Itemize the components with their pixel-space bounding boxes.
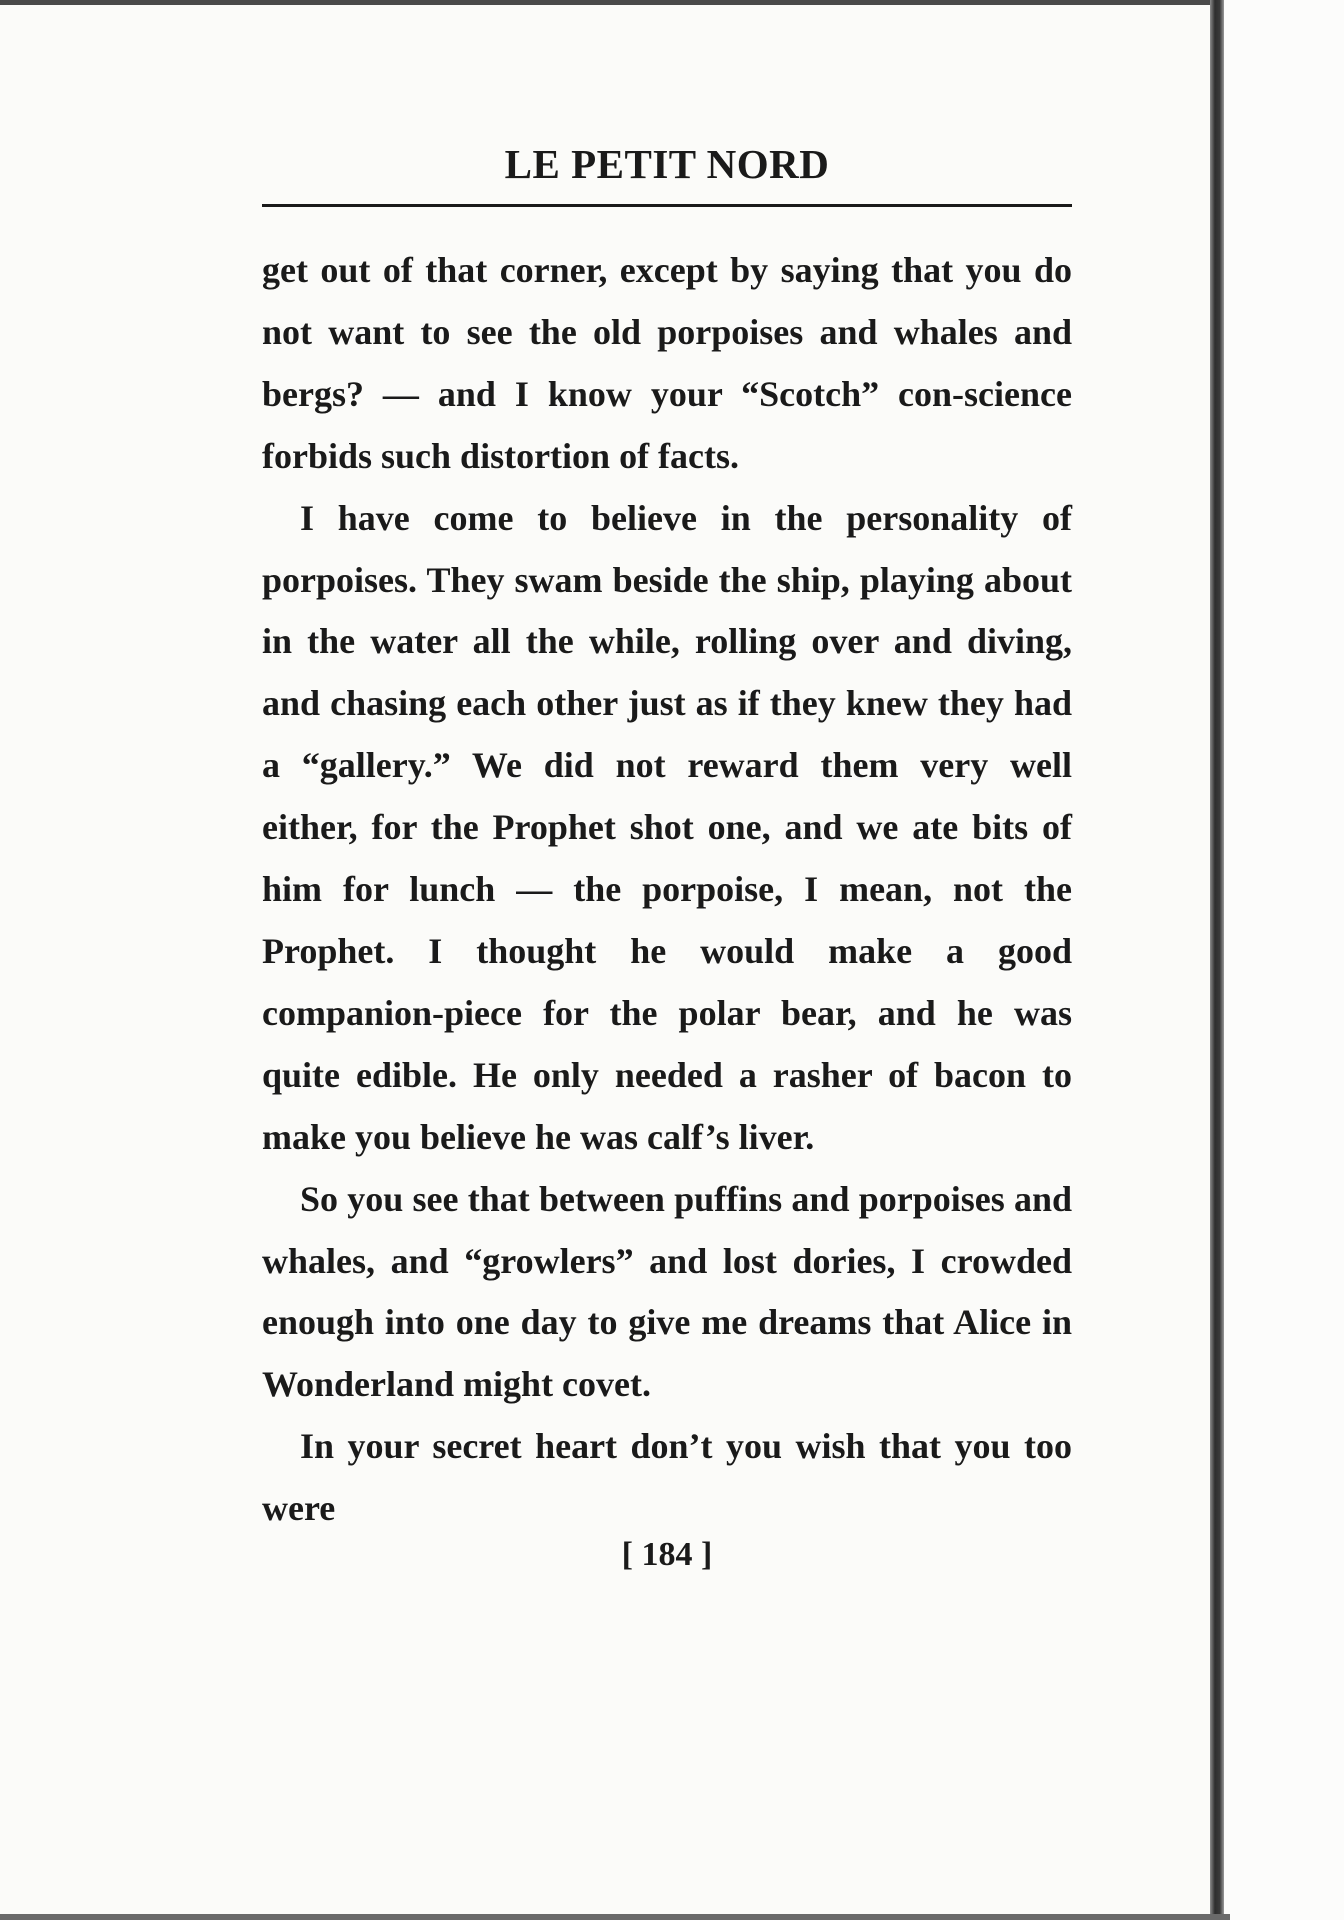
paragraph-secret-heart: In your secret heart don’t you wish that you too were	[262, 1426, 1072, 1529]
running-head: LE PETIT NORD	[504, 141, 830, 187]
page-number: [ 184 ]	[621, 1536, 713, 1573]
book-page	[262, 0, 1072, 1920]
header-rule	[262, 204, 1072, 207]
paragraph-puffins: So you see that between puffins and porpoises and whales, and “growlers” and lost dories, I crowded enough into one day to give me dreams that Alice in Wonderland might covet.	[262, 1178, 1072, 1405]
paragraph-porpoises: I have come to believe in the personality of porpoises. They swam beside the ship, playing about in the water all the while, rolling over and diving, and chasing each other just as if they knew they had a “gallery.” We did not reward them very well either, for the Prophet shot one, and we ate bits of him for lunch — the porpoise, I mean, not the Prophet. I thought he would make a good companion-piece for the polar bear, and he was quite edible. He only needed a rasher of bacon to make you believe he was calf’s liver.	[262, 497, 1072, 1157]
book-spine-shadow	[1210, 0, 1224, 1920]
right-margin	[1224, 0, 1344, 1920]
body-text	[262, 240, 1072, 1540]
paragraph-continued: get out of that corner, except by saying that you do not want to see the old porpoises and whales and bergs? — and I know your “Scotch” con-science forbids such distortion of facts.	[262, 250, 1072, 476]
